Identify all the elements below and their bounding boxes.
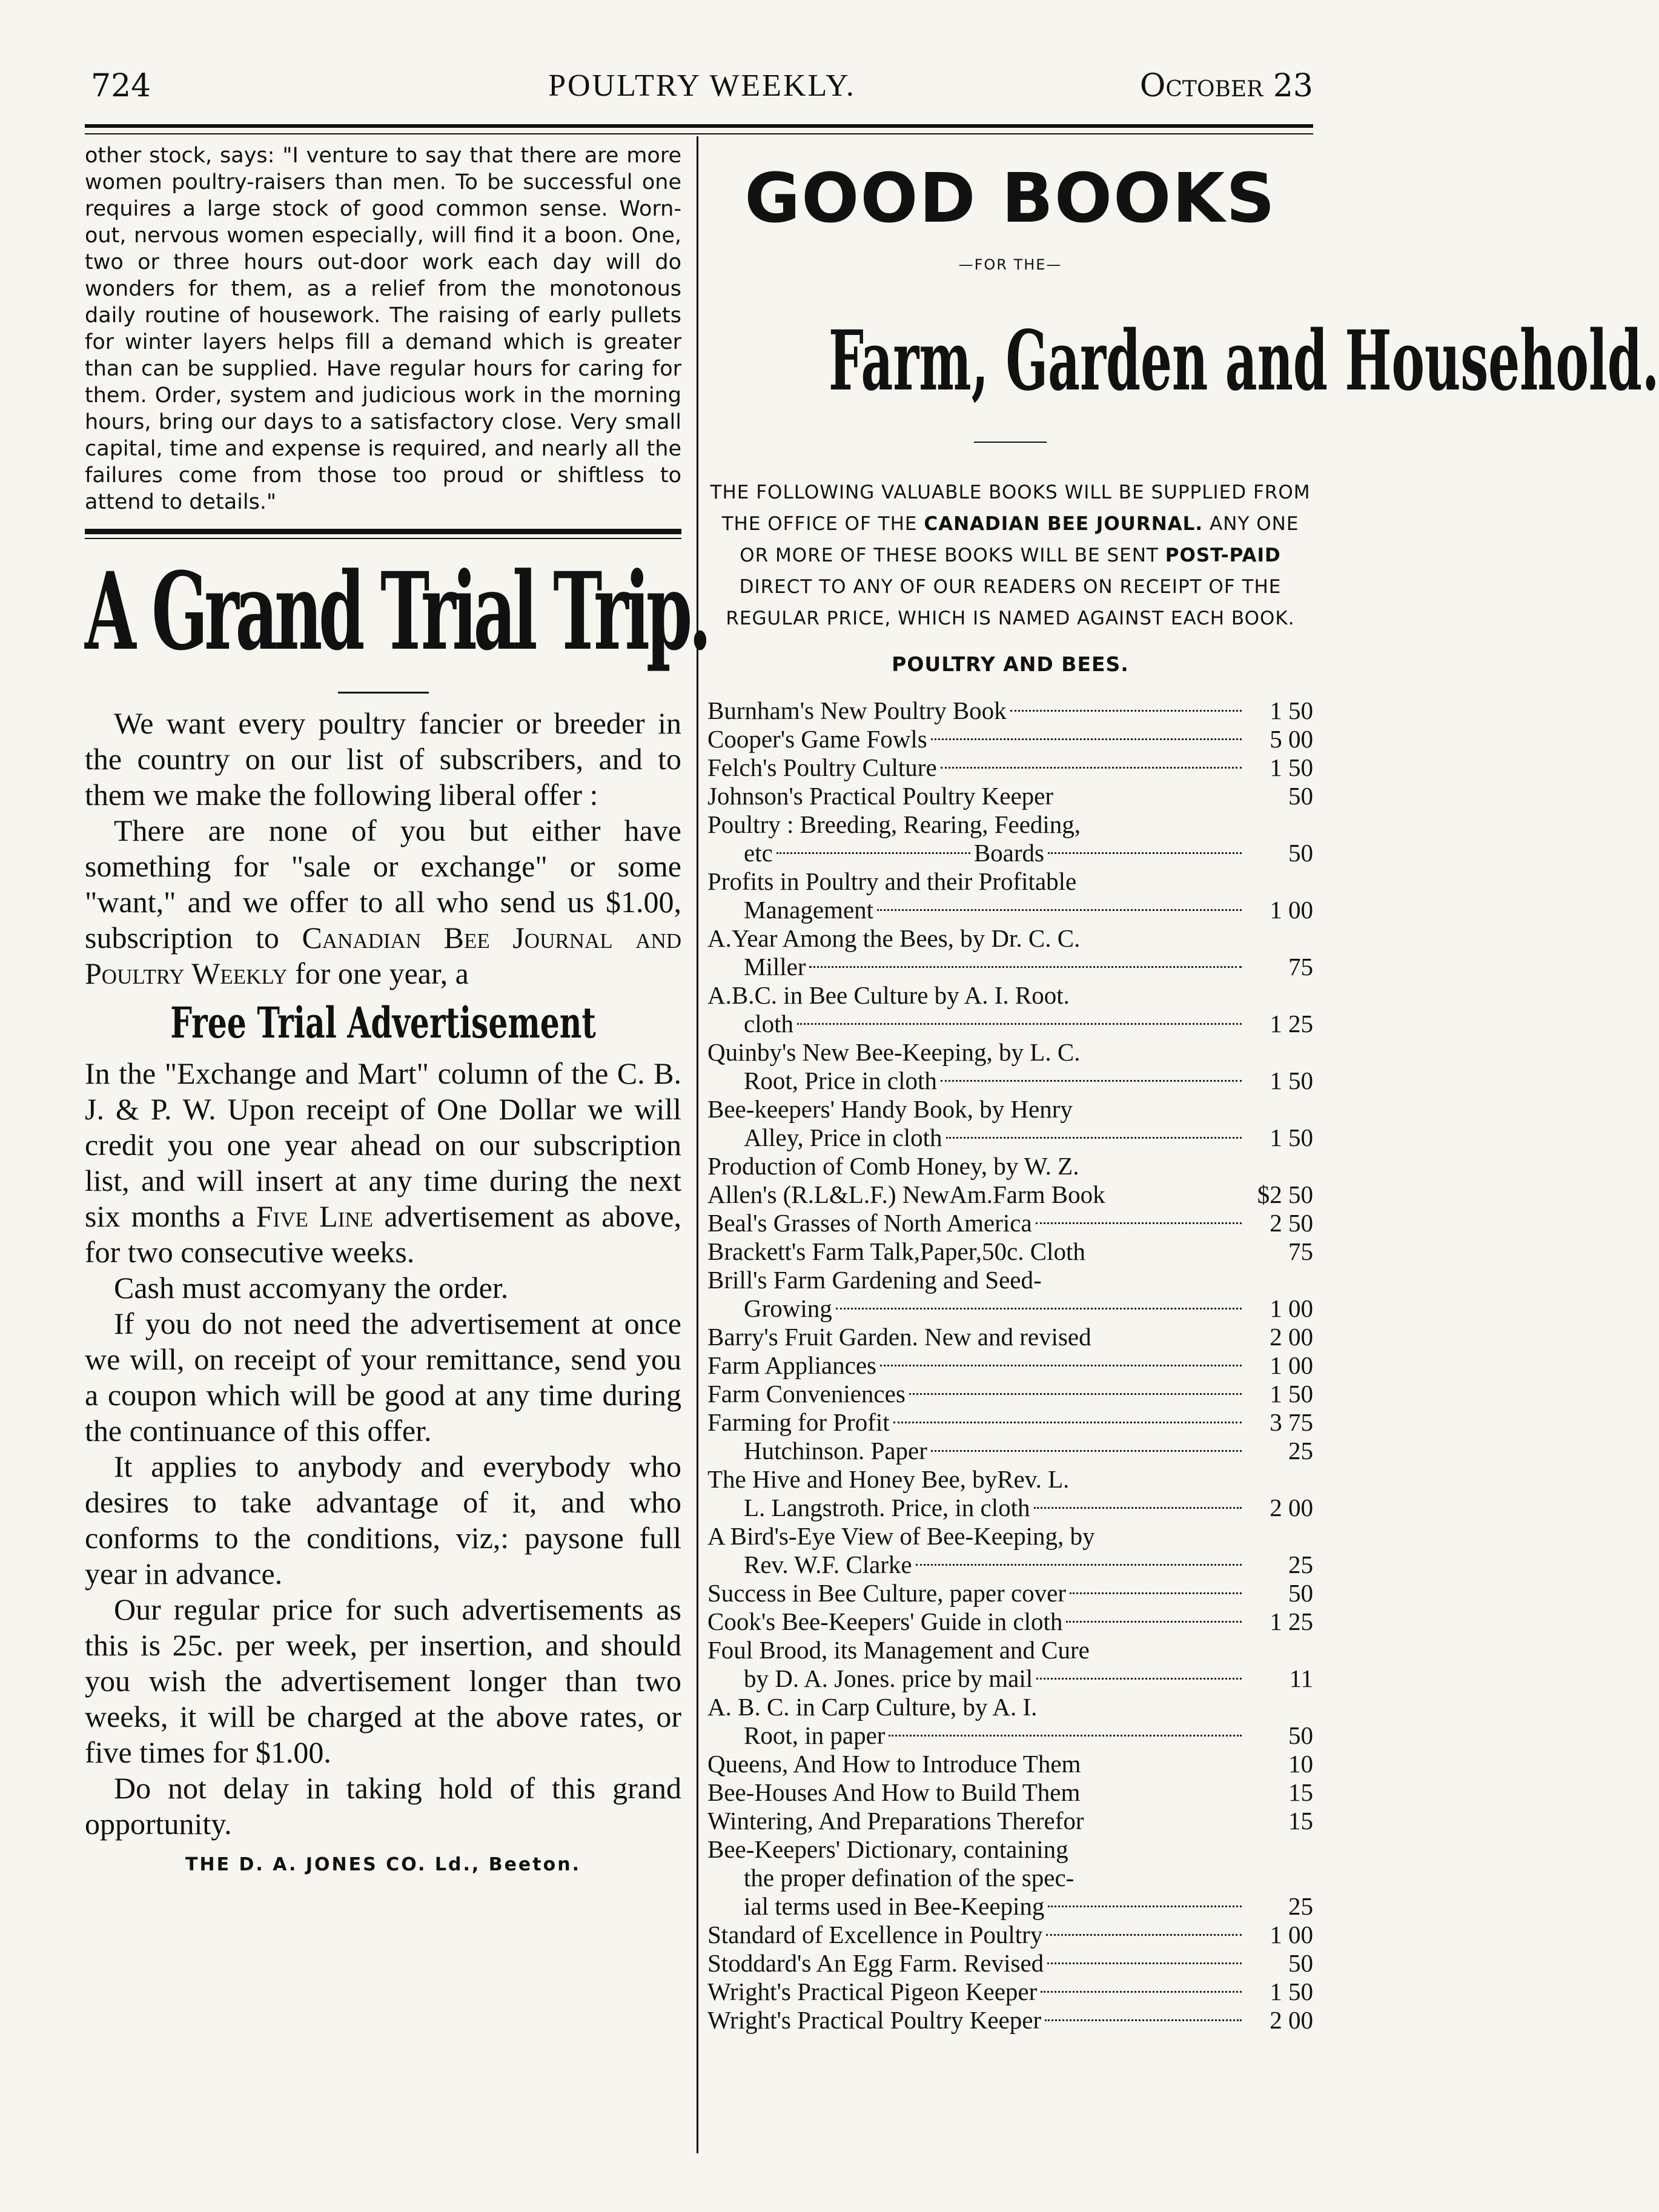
leader-dots: [1010, 710, 1242, 712]
book-entry: [707, 1978, 1313, 2006]
ad-title: A Grand Trial Trip.: [85, 549, 708, 674]
column-divider: [697, 136, 698, 2153]
book-title: Profits in Poultry and their Profitable: [707, 867, 1077, 895]
book-price: 15: [1288, 1807, 1313, 1835]
notice-text: THE FOLLOWING VALUABLE BOOKS WILL BE SUPPLIED FROM THE OFFICE OF THE: [710, 482, 1311, 535]
good-books-heading: GOOD BOOKS: [744, 159, 1276, 238]
leader-dots: [931, 1450, 1242, 1452]
ad-paragraph: We want every poultry fancier or breeder in the country on our list of subscribers, and to them we make the following liberal offer :: [85, 706, 681, 812]
ad-paragraph: It applies to anybody and everybody who desires to take advantage of it, and who conforms to the conditions, viz,: paysone full year in advance.: [85, 1449, 681, 1591]
farm-garden-household-heading: Farm, Garden and Household.: [829, 313, 1659, 409]
book-title: Cook's Bee-Keepers' Guide in cloth: [707, 1608, 1063, 1635]
book-title: Bee-Keepers' Dictionary, containing: [707, 1835, 1068, 1863]
book-price: 1 50: [1270, 753, 1313, 781]
book-entry: [707, 753, 1313, 782]
book-price: 15: [1288, 1778, 1313, 1806]
section-rule-thin: [85, 538, 681, 539]
book-title: Farm Conveniences: [707, 1380, 906, 1408]
page-number: 724: [91, 68, 151, 104]
book-price: 25: [1288, 1551, 1313, 1578]
book-entry: [707, 1124, 1313, 1152]
book-title: Alley, Price in cloth: [744, 1124, 942, 1151]
book-title: the proper defination of the spec-: [744, 1864, 1075, 1892]
book-price: 25: [1288, 1437, 1313, 1465]
leader-dots: [1034, 1507, 1242, 1509]
book-entry: [707, 1437, 1313, 1465]
intro-paragraph: other stock, says: "I venture to say that there are more women poultry-raisers than men. To be successful one requires a large stock of good common sense. Worn-out, nervous women especially, will find it a boon. One, two or three hours out-door work each day will do wonders for them, as a relief from the monotonous daily routine of housework. The raising of early pullets for winter layers helps fill a demand which is greater than can be supplied. Have regular hours for caring for them. Order, system and judicious work in the morning hours, bring our days to a satisfactory close. Very small capital, time and expense is required, and nearly all the failures come from those too proud or shiftless to attend to details.": [85, 144, 681, 514]
book-title: Standard of Excellence in Poultry: [707, 1921, 1043, 1949]
ad-paragraph: Cash must accomyany the order.: [114, 1271, 509, 1305]
book-entry: [707, 1721, 1313, 1750]
leader-dots: [941, 1080, 1242, 1082]
book-title: ial terms used in Bee-Keeping: [744, 1892, 1045, 1920]
book-price: 1 25: [1270, 1608, 1313, 1635]
book-title: Cooper's Game Fowls: [707, 725, 927, 753]
right-column: [707, 142, 1659, 2035]
book-price: 1 50: [1270, 1380, 1313, 1408]
book-title: Johnson's Practical Poultry Keeper: [707, 782, 1054, 810]
book-price: 50: [1288, 1721, 1313, 1749]
book-price: 2 00: [1270, 1323, 1313, 1351]
book-price: 1 50: [1270, 1067, 1313, 1094]
book-price: 3 75: [1270, 1408, 1313, 1436]
leader-dots: [909, 1393, 1242, 1395]
book-entry: [707, 1408, 1313, 1437]
book-entry: [707, 1152, 1313, 1181]
book-title: The Hive and Honey Bee, byRev. L.: [707, 1465, 1070, 1493]
book-title: Miller: [744, 953, 806, 981]
book-title: Wintering, And Preparations Therefor: [707, 1807, 1084, 1835]
book-title: A. B. C. in Carp Culture, by A. I.: [707, 1693, 1038, 1721]
leader-dots: [797, 1023, 1242, 1025]
book-entry: [707, 953, 1313, 981]
notice-text: DIRECT TO ANY OF OUR READERS ON RECEIPT OF THE REGULAR PRICE, WHICH IS NAMED AGAINST EACH BOOK.: [726, 576, 1295, 629]
book-title: Management: [744, 896, 874, 924]
book-price: 75: [1288, 953, 1313, 981]
section-rule: [85, 529, 681, 534]
book-title: Burnham's New Poultry Book: [707, 697, 1007, 724]
book-entry: [707, 725, 1313, 753]
book-entry: [707, 1693, 1313, 1721]
book-entry: [707, 1579, 1313, 1608]
book-price: 5 00: [1270, 725, 1313, 753]
page-header: [91, 68, 1313, 110]
book-price: 75: [1288, 1237, 1313, 1265]
book-price: 1 00: [1270, 1294, 1313, 1322]
book-title: by D. A. Jones. price by mail: [744, 1664, 1033, 1692]
book-entry: [707, 924, 1313, 953]
ad-paragraph: If you do not need the advertisement at once we will, on receipt of your remittance, send you a coupon which will be good at any time during the continuance of this offer.: [85, 1306, 681, 1448]
free-trial-heading: Free Trial Advertisement: [170, 998, 596, 1048]
book-entry: [707, 1835, 1313, 1864]
five-line-text: Five Line: [256, 1199, 374, 1233]
book-entry: [707, 1949, 1313, 1978]
leader-dots: [880, 1365, 1242, 1366]
post-paid-label: POST-PAID: [1165, 545, 1281, 566]
book-entry: [707, 1750, 1313, 1778]
book-price: 25: [1288, 1892, 1313, 1920]
book-entry: [707, 1095, 1313, 1124]
book-list: [707, 697, 1313, 2035]
book-entry: [707, 1010, 1313, 1038]
leader-dots: [1048, 1906, 1242, 1907]
book-price: 50: [1288, 782, 1313, 810]
book-title: A.B.C. in Bee Culture by A. I. Root.: [707, 981, 1070, 1009]
book-entry: [707, 2006, 1313, 2035]
leader-dots: [877, 909, 1242, 911]
book-title: Bee-keepers' Handy Book, by Henry: [707, 1095, 1073, 1123]
book-entry: [707, 1067, 1313, 1095]
book-entry: [707, 1807, 1313, 1835]
leader-dots: [1041, 1991, 1242, 1993]
issue-date: October 23: [1139, 68, 1313, 104]
book-price: 11: [1289, 1664, 1313, 1692]
book-price: $2 50: [1257, 1181, 1313, 1208]
leader-dots: [1036, 1222, 1242, 1224]
book-entry: [707, 1038, 1313, 1067]
books-notice: [707, 477, 1313, 634]
ad-text: advertisement as above, for two consecutive weeks.: [85, 1199, 681, 1269]
leader-dots: [931, 738, 1242, 740]
book-title: Foul Brood, its Management and Cure: [707, 1636, 1090, 1664]
book-entry: [707, 981, 1313, 1010]
book-entry: [707, 1921, 1313, 1949]
book-entry: [707, 782, 1313, 810]
for-the-label: —FOR THE—: [958, 256, 1062, 273]
book-price: 2 00: [1270, 2006, 1313, 2034]
leader-dots: [893, 1422, 1242, 1423]
book-title: Quinby's New Bee-Keeping, by L. C.: [707, 1038, 1081, 1066]
book-title: Stoddard's An Egg Farm. Revised: [707, 1949, 1044, 1977]
book-entry: [707, 1892, 1313, 1921]
book-title: Production of Comb Honey, by W. Z.: [707, 1152, 1079, 1180]
leader-dots: [836, 1308, 1242, 1310]
book-price: 2 00: [1270, 1494, 1313, 1522]
notice-text: ANY ONE OR MORE OF THESE BOOKS WILL BE SENT: [740, 513, 1299, 566]
book-entry: [707, 1323, 1313, 1351]
book-title: Queens, And How to Introduce Them: [707, 1750, 1081, 1778]
book-price: 10: [1288, 1750, 1313, 1778]
leader-dots: [916, 1564, 1242, 1566]
book-entry: [707, 1778, 1313, 1807]
leader-dots: [1048, 852, 1242, 854]
book-price: 1 00: [1270, 1921, 1313, 1949]
book-title: Wright's Practical Poultry Keeper: [707, 2006, 1042, 2034]
book-binding: Boards: [973, 839, 1044, 867]
ad-paragraph: [85, 813, 681, 992]
ad-paragraph: [85, 1056, 681, 1270]
leader-dots: [809, 966, 1242, 968]
book-entry: [707, 1237, 1313, 1266]
leader-dots: [1070, 1592, 1242, 1594]
book-entry: [707, 1664, 1313, 1693]
leader-dots: [1036, 1678, 1242, 1680]
book-title: Beal's Grasses of North America: [707, 1209, 1032, 1237]
book-price: 1 50: [1270, 697, 1313, 724]
ad-text: In the "Exchange and Mart" column of the C. B. J. & P. W. Upon receipt of One Dollar we will credit you one year ahead on our subscription list, and will insert at any time during the next six months a: [85, 1056, 681, 1233]
leader-dots: [941, 767, 1242, 769]
book-title: L. Langstroth. Price, in cloth: [744, 1494, 1030, 1522]
book-price: 1 25: [1270, 1010, 1313, 1038]
ad-paragraph: Do not delay in taking hold of this grand opportunity.: [85, 1771, 681, 1841]
book-title: Felch's Poultry Culture: [707, 753, 937, 781]
book-entry: [707, 896, 1313, 924]
book-entry: [707, 1864, 1313, 1892]
book-title: Farm Appliances: [707, 1351, 876, 1379]
leader-dots: [777, 852, 970, 854]
ad-body: [85, 706, 681, 1842]
book-entry: [707, 867, 1313, 896]
title-rule: [338, 692, 429, 694]
leader-dots: [889, 1735, 1242, 1737]
ad-text: for one year, a: [287, 956, 469, 990]
book-entry: [707, 1209, 1313, 1237]
header-rule: [85, 124, 1313, 128]
journal-name: CANADIAN BEE JOURNAL.: [924, 513, 1204, 535]
leader-dots: [1047, 1962, 1242, 1964]
divider-rule: [974, 442, 1047, 443]
book-price: 50: [1288, 1579, 1313, 1607]
leader-dots: [946, 1137, 1242, 1139]
book-price: 1 50: [1270, 1124, 1313, 1151]
book-title: etc: [744, 839, 773, 867]
book-title: Allen's (R.L&L.F.) NewAm.Farm Book: [707, 1181, 1105, 1208]
header-rule-thin: [85, 133, 1313, 134]
book-entry: [707, 1465, 1313, 1494]
book-title: Root, in paper: [744, 1721, 886, 1749]
book-price: 1 50: [1270, 1978, 1313, 2005]
book-price: 2 50: [1270, 1209, 1313, 1237]
ad-paragraph: Our regular price for such advertisements as this is 25c. per week, per insertion, and should you wish the advertisement longer than two weeks, it will be charged at the above rates, or five times for $1.00.: [85, 1592, 681, 1769]
book-title: Brackett's Farm Talk,Paper,50c. Cloth: [707, 1237, 1085, 1265]
book-entry: [707, 1636, 1313, 1664]
book-entry: [707, 810, 1313, 839]
publication-title: POULTRY WEEKLY.: [548, 68, 856, 103]
book-entry: [707, 1351, 1313, 1380]
book-title: Poultry : Breeding, Rearing, Feeding,: [707, 810, 1081, 838]
leader-dots: [1046, 1934, 1242, 1936]
section-heading: POULTRY AND BEES.: [892, 652, 1129, 676]
book-entry: [707, 1294, 1313, 1323]
book-entry: [707, 1608, 1313, 1636]
book-price: 50: [1288, 1949, 1313, 1977]
leader-dots: [1045, 2019, 1242, 2021]
book-title: Hutchinson. Paper: [744, 1437, 927, 1465]
book-title: Brill's Farm Gardening and Seed-: [707, 1266, 1042, 1294]
journal-name: Canadian Bee Journal and Poultry Weekly: [85, 921, 682, 990]
book-title: Growing: [744, 1294, 832, 1322]
ad-text: There are none of you but either have something for "sale or exchange" or some "want," and we offer to all who send us $1.00, subscription to: [85, 813, 681, 955]
leader-dots: [1066, 1621, 1242, 1623]
book-entry: [707, 1181, 1313, 1209]
book-title: Root, Price in cloth: [744, 1067, 937, 1094]
book-title: Bee-Houses And How to Build Them: [707, 1778, 1081, 1806]
book-entry: [707, 1266, 1313, 1294]
book-title: Farming for Profit: [707, 1408, 890, 1436]
book-price: 1 00: [1270, 896, 1313, 924]
book-entry: [707, 1551, 1313, 1579]
book-title: A.Year Among the Bees, by Dr. C. C.: [707, 924, 1081, 952]
left-column: [85, 142, 708, 1875]
book-title: Wright's Practical Pigeon Keeper: [707, 1978, 1038, 2005]
book-entry: [707, 697, 1313, 725]
book-entry: [707, 1380, 1313, 1408]
book-title: cloth: [744, 1010, 793, 1038]
book-entry: [707, 839, 1313, 867]
book-entry: [707, 1494, 1313, 1522]
book-price: 50: [1288, 839, 1314, 867]
book-title: Barry's Fruit Garden. New and revised: [707, 1323, 1091, 1351]
book-title: Rev. W.F. Clarke: [744, 1551, 912, 1578]
book-title: A Bird's-Eye View of Bee-Keeping, by: [707, 1522, 1095, 1550]
book-title: Success in Bee Culture, paper cover: [707, 1579, 1067, 1607]
book-price: 1 00: [1270, 1351, 1313, 1379]
publisher-footer: THE D. A. JONES CO. Ld., Beeton.: [185, 1854, 581, 1875]
book-entry: [707, 1522, 1313, 1551]
